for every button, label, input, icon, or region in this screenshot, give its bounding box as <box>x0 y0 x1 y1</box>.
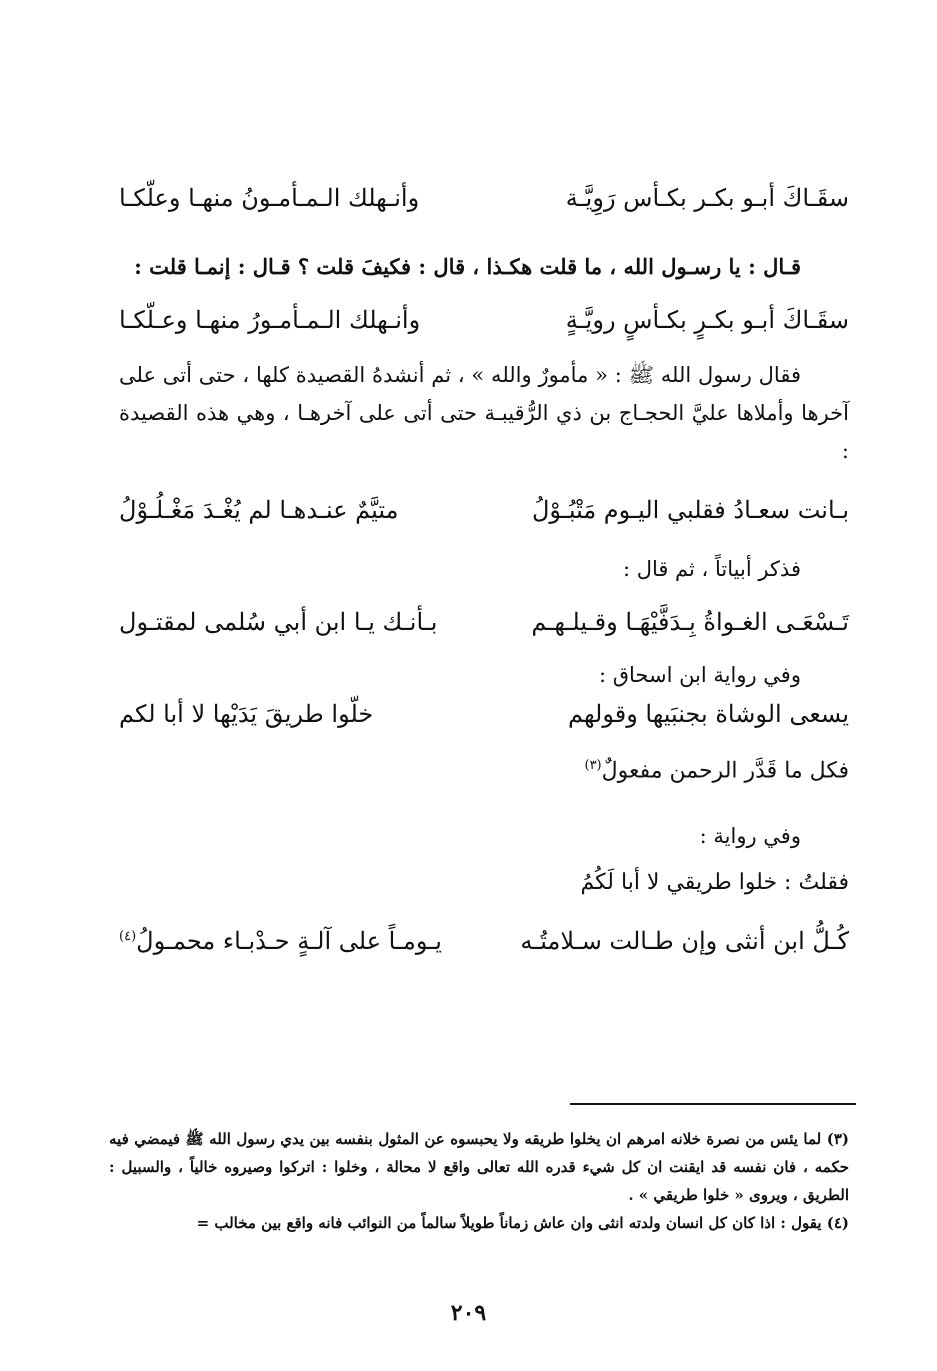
verse-first-hemistich: بـانت سعـادُ فقلبي اليـوم مَتْبُـوْلُ <box>531 496 849 524</box>
verse-second-hemistich: خلّوا طريقَ يَدَيْها لا أبا لكم <box>119 700 374 728</box>
footnote-3: (٣) لما يئس من نصرة خلانه امرهم ان يخلوا طريقه ولا يحبسوه عن المثول بنفسه بين يدي رسول الله ﷺ فيمضي فيه حكمه ، فان نفسه قد ايقنت ان كل شيء قدره الله تعالى واقع لا محالة ، وخلوا : اتركوا وصيروه خالياً ، والسبيل : الطريق ، ويروى « خلوا طريقي » . <box>109 1130 849 1204</box>
verse-second-hemistich-text: يـومـاً على آلـةٍ حـدْبـاء محمـولُ <box>136 927 442 956</box>
verse-second-hemistich: بـأنـك يـا ابن أبي سُلمى لمقتـول <box>119 608 438 636</box>
verse-single-line: فقلتُ : خلوا طريقي لا أبا لَكُمُ <box>580 870 849 896</box>
verse-line <box>119 178 849 218</box>
prose-paragraph: فذكر أبياتاً ، ثم قال : <box>622 557 801 581</box>
footnote-4: (٤) يقول : اذا كان كل انسان ولدته انثى وان عاش زماناً طويلاً سالماً من النوائب فانه واقع بين مخالب = <box>196 1214 849 1232</box>
verse-first-hemistich: سقَـاكَ أبـو بكـرٍ بكـأسٍ رويَّـةٍ <box>565 306 849 334</box>
verse-second-hemistich: وأنـهلك الـمـأمـورُ منهـا وعـلّكـا <box>119 306 421 334</box>
prose-paragraph: قـال : يا رسـول الله ، ما قلت هكـذا ، قال : فكيفَ قلت ؟ قـال : إنمـا قلت : <box>134 254 801 279</box>
verse-second-hemistich: وأنـهلك الـمـأمـونُ منهـا وعلّكـا <box>119 184 420 212</box>
verse-line <box>119 917 849 957</box>
main-text <box>119 178 849 957</box>
verse-continuation-text: فكل ما قَدَّر الرحمن مفعولٌ <box>601 758 849 784</box>
verse-first-hemistich: سقَـاكَ أبـو بكـر بكـأس رَوِيَّـة <box>565 184 849 212</box>
prose-paragraph: وفي رواية : <box>699 824 801 849</box>
verse-line <box>119 490 849 530</box>
footnote-ref-4: (٤) <box>119 929 137 945</box>
prose-paragraph: فقال رسول الله ﷺ : « مأمورٌ والله » ، ثم أنشدهُ القصيدة كلها ، حتى أتى على آخرها وأملاها عليَّ الحجـاج بن ذي الرُّقيبـة حتى أتى على آخرهـا ، وهي هذه القصيدة : <box>119 363 849 463</box>
footnote-ref-3: (٣) <box>584 758 602 773</box>
verse-second-hemistich: متيَّمٌ عنـدهـا لم يُغْـدَ مَغْـلُـوْلُ <box>119 496 399 524</box>
footnote-divider <box>570 1103 856 1105</box>
verse-second-hemistich <box>119 917 442 961</box>
verse-first-hemistich: كُـلُّ ابن أنثى وإن طـالت سـلامتُـه <box>520 927 849 956</box>
prose-paragraph: وفي رواية ابن اسحاق : <box>598 663 801 687</box>
verse-line <box>119 694 849 734</box>
verse-first-hemistich: تَـسْعَـى الغـواةُ بِـدَفَّيْهَـا وقـيلـهـم <box>531 608 849 636</box>
verse-line <box>119 300 849 340</box>
verse-continuation <box>119 746 849 791</box>
verse-first-hemistich: يسعى الوشاة بجنبَيها وقولهم <box>567 700 849 728</box>
verse-line <box>119 602 849 642</box>
footnotes <box>109 1125 849 1237</box>
page-number: ٢٠٩ <box>450 1300 487 1326</box>
